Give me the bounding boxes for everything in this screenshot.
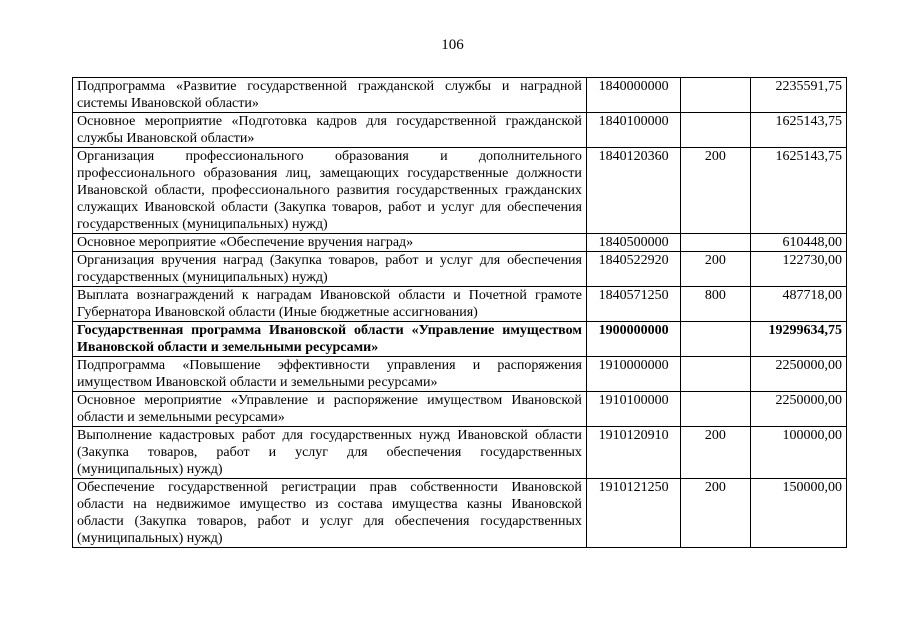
row-code-cell: 1840571250 (586, 287, 680, 322)
row-code-cell: 1840120360 (586, 148, 680, 234)
row-code-cell: 1910120910 (586, 427, 680, 479)
row-name-cell: Подпрограмма «Повышение эффективности управления и распоряжения имуществом Ивановской области и земельными ресурсами» (73, 357, 587, 392)
row-sum-cell: 2250000,00 (750, 392, 846, 427)
row-sum-cell: 2235591,75 (750, 78, 846, 113)
table-row (73, 113, 847, 148)
row-name-cell: Выполнение кадастровых работ для государственных нужд Ивановской области (Закупка товаров, работ и услуг для обеспечения государственных (муниципальных) нужд) (73, 427, 587, 479)
table-row (73, 479, 847, 548)
row-type-cell: 800 (681, 287, 750, 322)
table-row (73, 287, 847, 322)
row-name-cell: Основное мероприятие «Обеспечение вручения наград» (73, 234, 587, 252)
row-name-cell: Обеспечение государственной регистрации прав собственности Ивановской области на недвижимое имущество из состава имущества казны Ивановской области (Закупка товаров, работ и услуг для обеспечения государственных (муниципальных) нужд) (73, 479, 587, 548)
table-row (73, 148, 847, 234)
row-name-cell: Выплата вознаграждений к наградам Ивановской области и Почетной грамоте Губернатора Ивановской области (Иные бюджетные ассигнования) (73, 287, 587, 322)
row-type-cell: 200 (681, 252, 750, 287)
row-code-cell: 1840522920 (586, 252, 680, 287)
row-type-cell: 200 (681, 479, 750, 548)
table-row (73, 357, 847, 392)
row-sum-cell: 122730,00 (750, 252, 846, 287)
row-sum-cell: 150000,00 (750, 479, 846, 548)
table-row (73, 427, 847, 479)
row-sum-cell: 100000,00 (750, 427, 846, 479)
row-code-cell: 1840100000 (586, 113, 680, 148)
budget-table (72, 77, 847, 548)
row-sum-cell: 19299634,75 (750, 322, 846, 357)
row-type-cell: 200 (681, 148, 750, 234)
table-row (73, 392, 847, 427)
row-type-cell (681, 234, 750, 252)
row-code-cell: 1910121250 (586, 479, 680, 548)
row-type-cell (681, 113, 750, 148)
row-sum-cell: 1625143,75 (750, 113, 846, 148)
row-type-cell (681, 78, 750, 113)
row-code-cell: 1900000000 (586, 322, 680, 357)
table-row (73, 234, 847, 252)
row-code-cell: 1910100000 (586, 392, 680, 427)
row-sum-cell: 2250000,00 (750, 357, 846, 392)
row-type-cell (681, 357, 750, 392)
table-row (73, 252, 847, 287)
row-name-cell: Основное мероприятие «Управление и распоряжение имуществом Ивановской области и земельными ресурсами» (73, 392, 587, 427)
row-name-cell: Государственная программа Ивановской области «Управление имуществом Ивановской области и земельными ресурсами» (73, 322, 587, 357)
row-name-cell: Организация вручения наград (Закупка товаров, работ и услуг для обеспечения государственных (муниципальных) нужд) (73, 252, 587, 287)
row-type-cell (681, 392, 750, 427)
row-name-cell: Организация профессионального образования и дополнительного профессионального образования лиц, замещающих государственные должности Ивановской области, профессионального развития государственных гражданских служащих Ивановской области (Закупка товаров, работ и услуг для обеспечения государственных (муниципальных) нужд) (73, 148, 587, 234)
row-code-cell: 1840500000 (586, 234, 680, 252)
row-code-cell: 1910000000 (586, 357, 680, 392)
row-type-cell (681, 322, 750, 357)
row-sum-cell: 487718,00 (750, 287, 846, 322)
row-code-cell: 1840000000 (586, 78, 680, 113)
table-row (73, 322, 847, 357)
table-row (73, 78, 847, 113)
page-number: 106 (441, 37, 464, 53)
row-type-cell: 200 (681, 427, 750, 479)
row-sum-cell: 610448,00 (750, 234, 846, 252)
row-name-cell: Подпрограмма «Развитие государственной гражданской службы и наградной системы Ивановской области» (73, 78, 587, 113)
row-sum-cell: 1625143,75 (750, 148, 846, 234)
row-name-cell: Основное мероприятие «Подготовка кадров для государственной гражданской службы Ивановской области» (73, 113, 587, 148)
